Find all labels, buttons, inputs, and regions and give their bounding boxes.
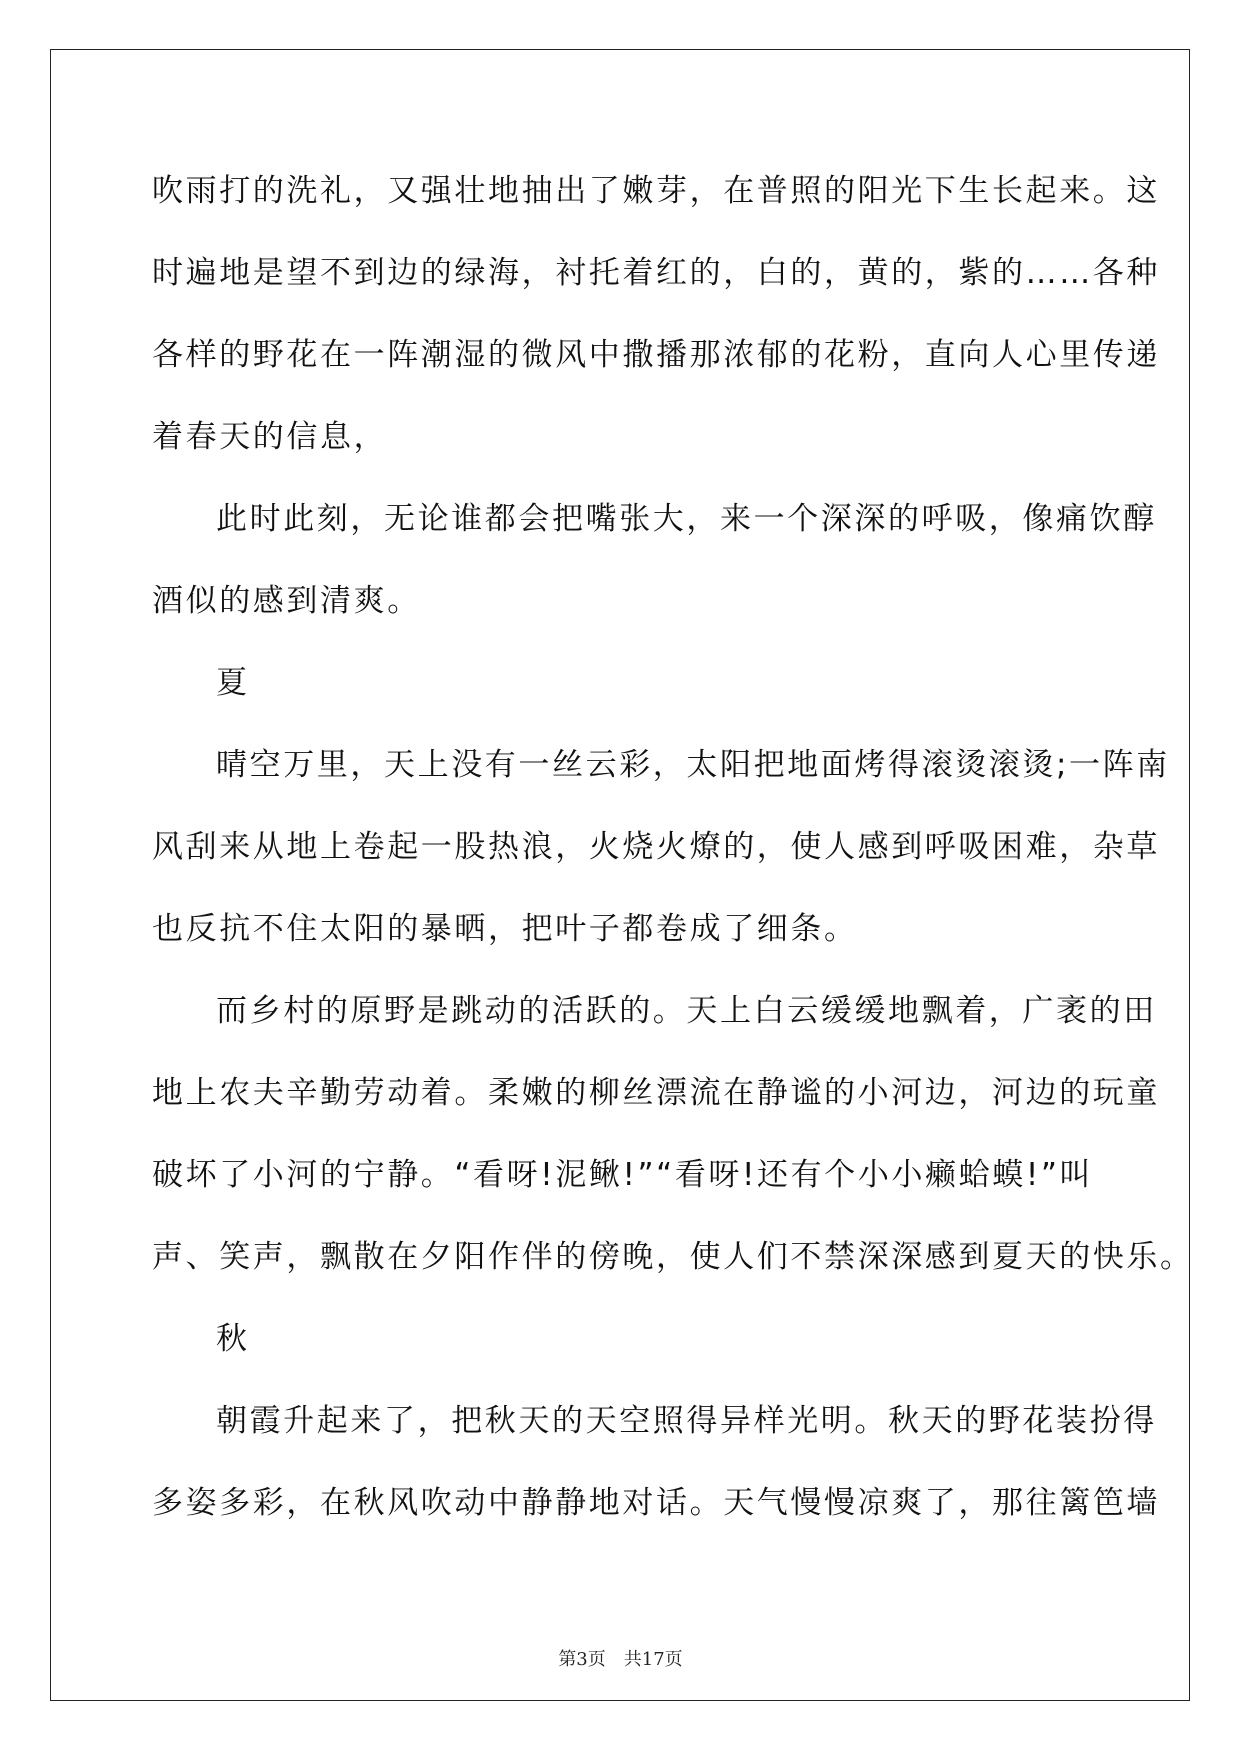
text-line: 各样的野花在一阵潮湿的微风中撒播那浓郁的花粉，直向人心里传递 xyxy=(152,337,1160,373)
section-heading-summer: 夏 xyxy=(216,665,250,701)
text-line: 破坏了小河的宁静。“看呀!泥鳅!”“看呀!还有个小小癞蛤蟆!”叫 xyxy=(152,1157,1094,1193)
page-number-footer: 第3页 共17页 xyxy=(558,1649,683,1670)
text-line: 着春天的信息， xyxy=(152,419,388,455)
section-heading-autumn: 秋 xyxy=(216,1321,250,1357)
document-body xyxy=(152,168,1194,1562)
text-line: 吹雨打的洗礼，又强壮地抽出了嫩芽，在普照的阳光下生长起来。这 xyxy=(152,173,1160,209)
text-line: 也反抗不住太阳的暴晒，把叶子都卷成了细条。 xyxy=(152,911,858,947)
text-line: 而乡村的原野是跳动的活跃的。天上白云缓缓地飘着，广袤的田 xyxy=(216,993,1157,1029)
text-line: 风刮来从地上卷起一股热浪，火烧火燎的，使人感到呼吸困难，杂草 xyxy=(152,829,1160,865)
text-line: 声、笑声，飘散在夕阳作伴的傍晚，使人们不禁深深感到夏天的快乐。 xyxy=(152,1239,1194,1275)
text-line: 地上农夫辛勤劳动着。柔嫩的柳丝漂流在静谧的小河边，河边的玩童 xyxy=(152,1075,1160,1111)
text-line: 时遍地是望不到边的绿海，衬托着红的，白的，黄的，紫的……各种 xyxy=(152,255,1160,291)
text-line: 晴空万里，天上没有一丝云彩，太阳把地面烤得滚烫滚烫;一阵南 xyxy=(216,747,1170,783)
text-line: 朝霞升起来了，把秋天的天空照得异样光明。秋天的野花装扮得 xyxy=(216,1403,1157,1439)
text-line: 此时此刻，无论谁都会把嘴张大，来一个深深的呼吸，像痛饮醇 xyxy=(216,501,1157,537)
text-line: 多姿多彩，在秋风吹动中静静地对话。天气慢慢凉爽了，那往篱笆墙 xyxy=(152,1485,1160,1521)
text-line: 酒似的感到清爽。 xyxy=(152,583,421,619)
